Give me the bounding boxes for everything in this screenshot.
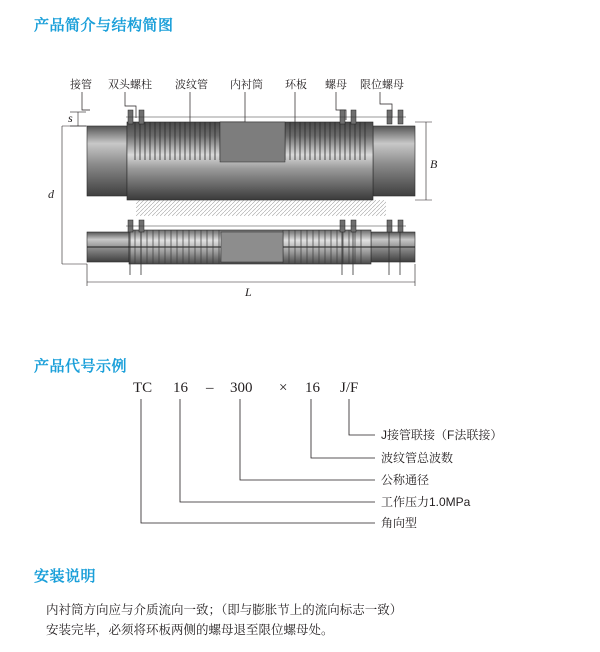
callout-label-5: 螺母 (325, 79, 347, 91)
callout-label-1: 双头螺柱 (108, 79, 152, 91)
code-descriptions (381, 427, 502, 530)
code-token-2: – (206, 380, 214, 396)
code-leader-lines (141, 399, 375, 523)
diagram-callout-labels (70, 77, 404, 91)
diagram-top-view (87, 110, 415, 216)
section-title-install: 安装说明 (34, 568, 97, 585)
product-code-example (40, 375, 560, 540)
callout-label-3: 内衬筒 (230, 79, 263, 91)
code-token-1: 16 (173, 380, 188, 396)
code-desc-0: J接管联接（F法联接） (381, 428, 503, 442)
install-note-0: 内衬筒方向应与介质流向一致；（即与膨胀节上的流向标志一致） (46, 603, 403, 617)
callout-label-4: 环板 (285, 79, 307, 91)
code-token-5: 16 (305, 380, 320, 396)
install-notes (46, 600, 566, 640)
structure-diagram (40, 60, 560, 299)
callout-label-0: 接管 (70, 79, 92, 91)
code-desc-1: 波纹管总波数 (381, 451, 454, 465)
code-desc-3: 工作压力1.0MPa (381, 495, 471, 509)
code-tokens (133, 380, 358, 396)
dimension-label-s: s (68, 111, 73, 125)
section-title-intro: 产品简介与结构简图 (34, 17, 174, 34)
code-token-3: 300 (230, 380, 253, 396)
callout-label-2: 波纹管 (175, 79, 208, 91)
install-note-1: 安装完毕，必须将环板两侧的螺母退至限位螺母处。 (46, 623, 334, 637)
diagram-bottom-view (87, 220, 415, 275)
code-token-0: TC (133, 380, 153, 396)
dimension-label-B: B (430, 157, 438, 171)
callout-label-6: 限位螺母 (360, 79, 404, 91)
dimension-label-d: d (48, 187, 54, 201)
code-token-6: J/F (340, 380, 359, 396)
code-desc-2: 公称通径 (381, 473, 430, 487)
section-title-code: 产品代号示例 (34, 358, 128, 375)
code-desc-4: 角向型 (381, 516, 418, 530)
code-token-4: × (279, 380, 288, 396)
dimension-label-L: L (245, 285, 252, 299)
